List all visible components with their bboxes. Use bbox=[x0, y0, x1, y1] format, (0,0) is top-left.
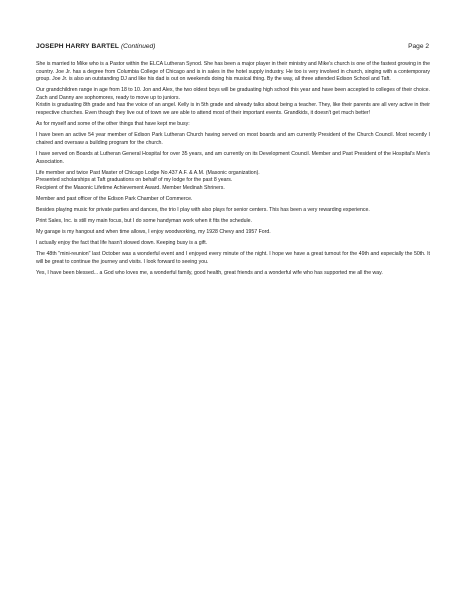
paragraph-keeping-busy: I actually enjoy the fact that life hasn't slowed down. Keeping busy is a gift. bbox=[36, 240, 208, 247]
paragraph-masonic-award: Recipient of the Masonic Lifetime Achievement Award. Member Medinah Shriners. bbox=[36, 184, 225, 191]
paragraph-reunion: The 48th "mini-reunion" last October was a wonderful event and I enjoyed every minute of the night. I hope we have a great turnout for the 49th and especially the 50th. It will be great to continue the journey and visits. I look forward to seeing you. bbox=[36, 251, 430, 265]
paragraph-church: I have been an active 54 year member of Edison Park Lutheran Church having served on most boards and am currently President of the Church Council. Most recently I chaired and oversaw a building program for the church. bbox=[36, 132, 430, 146]
paragraph-hospital: I have served on Boards at Lutheran General Hospital for over 35 years, and am currently on its Development Council. Member and Past President of the Hospital's Men's Association. bbox=[36, 150, 430, 165]
continued-label: (Continued) bbox=[120, 43, 156, 50]
paragraph-family: She is married to Mike who is a Pastor within the ELCA Lutheran Synod. She has been a major player in their ministry and Mike's church is one of the fastest growing in the country. Joe Jr. has a degree from Columbia College of Chicago and is in sales in the hotel supply industry. He too is very involved in church, singing with a contemporary group. Joe Jr. is also an outstanding DJ and like his dad is out on weekends doing his musical thing. By the way, all three attended Edison School and Taft. bbox=[36, 61, 430, 83]
subject-name: JOSEPH HARRY BARTEL bbox=[36, 43, 120, 50]
page-header bbox=[36, 41, 429, 53]
paragraph-music: Besides playing music for private parties and dances, the trio I play with also plays for senior centers. This has been a very rewarding experience. bbox=[36, 207, 370, 213]
paragraph-busy-intro: As for myself and some of the other things that have kept me busy: bbox=[36, 121, 190, 128]
body-text bbox=[36, 61, 430, 281]
paragraph-blessed: Yes, I have been blessed... a God who loves me, a wonderful family, good health, great friends and a wonderful wife who has supported me all the way. bbox=[36, 270, 383, 277]
paragraph-garage: My garage is my hangout and when time allows, I enjoy woodworking, my 1928 Chevy and 1957 Ford. bbox=[36, 229, 271, 236]
paragraph-kristin-kelly: Kristin is graduating 8th grade and has the voice of an angel. Kelly is in 5th grade and already talks about being a teacher. They, like their parents are all very active in their respective churches. Even though they live out of town we are able to attend most of their important events. Grandkids, it doesn't get much better! bbox=[36, 102, 430, 117]
paragraph-masonic-life-member: Life member and twice Past Master of Chicago Lodge No.437 A.F. & A.M. (Masonic organization). bbox=[36, 169, 260, 176]
page-number: Page 2 bbox=[408, 43, 429, 50]
paragraph-scholarships: Presented scholarships at Taft graduations on behalf of my lodge for the past 8 years. bbox=[36, 177, 233, 184]
paragraph-grandchildren: Our grandchildren range in age from 18 to 10. Jon and Alex, the two oldest boys will be graduating high school this year and have been accepted to colleges of their choice. Zach and Danny are sophomores, ready to move up to juniors. bbox=[36, 87, 430, 101]
paragraph-print-sales: Print Sales, Inc. is still my main focus, but I do some handyman work when it fits the schedule. bbox=[36, 218, 252, 225]
paragraph-chamber: Member and past officer of the Edison Park Chamber of Commerce. bbox=[36, 195, 193, 202]
